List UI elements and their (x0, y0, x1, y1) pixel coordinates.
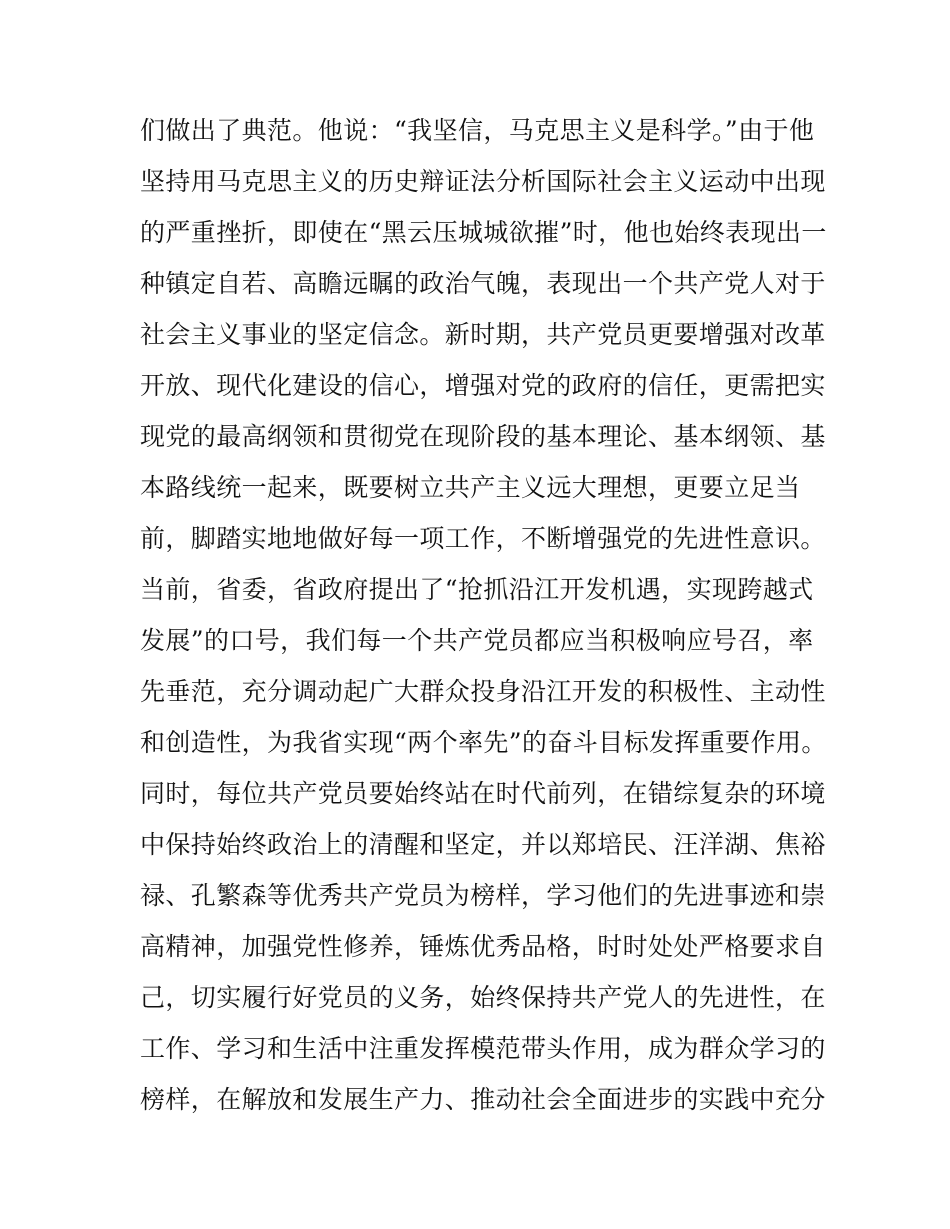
text-line: 前，脚踏实地地做好每一项工作，不断增强党的先进性意识。 (140, 524, 826, 553)
text-line: 的严重挫折，即使在“黑云压城城欲摧”时，他也始终表现出一 (140, 218, 827, 247)
text-line: 社会主义事业的坚定信念。新时期，共产党员更要增强对改革 (140, 320, 826, 349)
text-line: 发展”的口号，我们每一个共产党员都应当积极响应号召，率 (140, 626, 814, 655)
text-line: 当前，省委，省政府提出了“抢抓沿江开发机遇，实现跨越式 (140, 575, 814, 604)
text-line: 坚持用马克思主义的历史辩证法分析国际社会主义运动中出现 (140, 167, 826, 196)
text-line: 榜样，在解放和发展生产力、推动社会全面进步的实践中充分 (140, 1085, 826, 1114)
body-text (140, 105, 827, 1125)
text-line: 们做出了典范。他说：“我坚信，马克思主义是科学。”由于他 (140, 116, 815, 145)
text-line: 高精神，加强党性修养，锤炼优秀品格，时时处处严格要求自 (140, 932, 826, 961)
text-line: 和创造性，为我省实现“两个率先”的奋斗目标发挥重要作用。 (140, 728, 827, 757)
text-line: 禄、孔繁森等优秀共产党员为榜样，学习他们的先进事迹和崇 (140, 881, 826, 910)
text-line: 工作、学习和生活中注重发挥模范带头作用，成为群众学习的 (140, 1034, 826, 1063)
text-line: 种镇定自若、高瞻远瞩的政治气魄，表现出一个共产党人对于 (140, 269, 826, 298)
text-line: 同时，每位共产党员要始终站在时代前列，在错综复杂的环境 (140, 779, 826, 808)
text-line: 开放、现代化建设的信心，增强对党的政府的信任，更需把实 (140, 371, 826, 400)
text-line: 中保持始终政治上的清醒和坚定，并以郑培民、汪洋湖、焦裕 (140, 830, 826, 859)
text-line: 己，切实履行好党员的义务，始终保持共产党人的先进性，在 (140, 983, 826, 1012)
text-line: 先垂范，充分调动起广大群众投身沿江开发的积极性、主动性 (140, 677, 826, 706)
text-line: 现党的最高纲领和贯彻党在现阶段的基本理论、基本纲领、基 (140, 422, 826, 451)
text-line: 本路线统一起来，既要树立共产主义远大理想，更要立足当 (140, 473, 801, 502)
